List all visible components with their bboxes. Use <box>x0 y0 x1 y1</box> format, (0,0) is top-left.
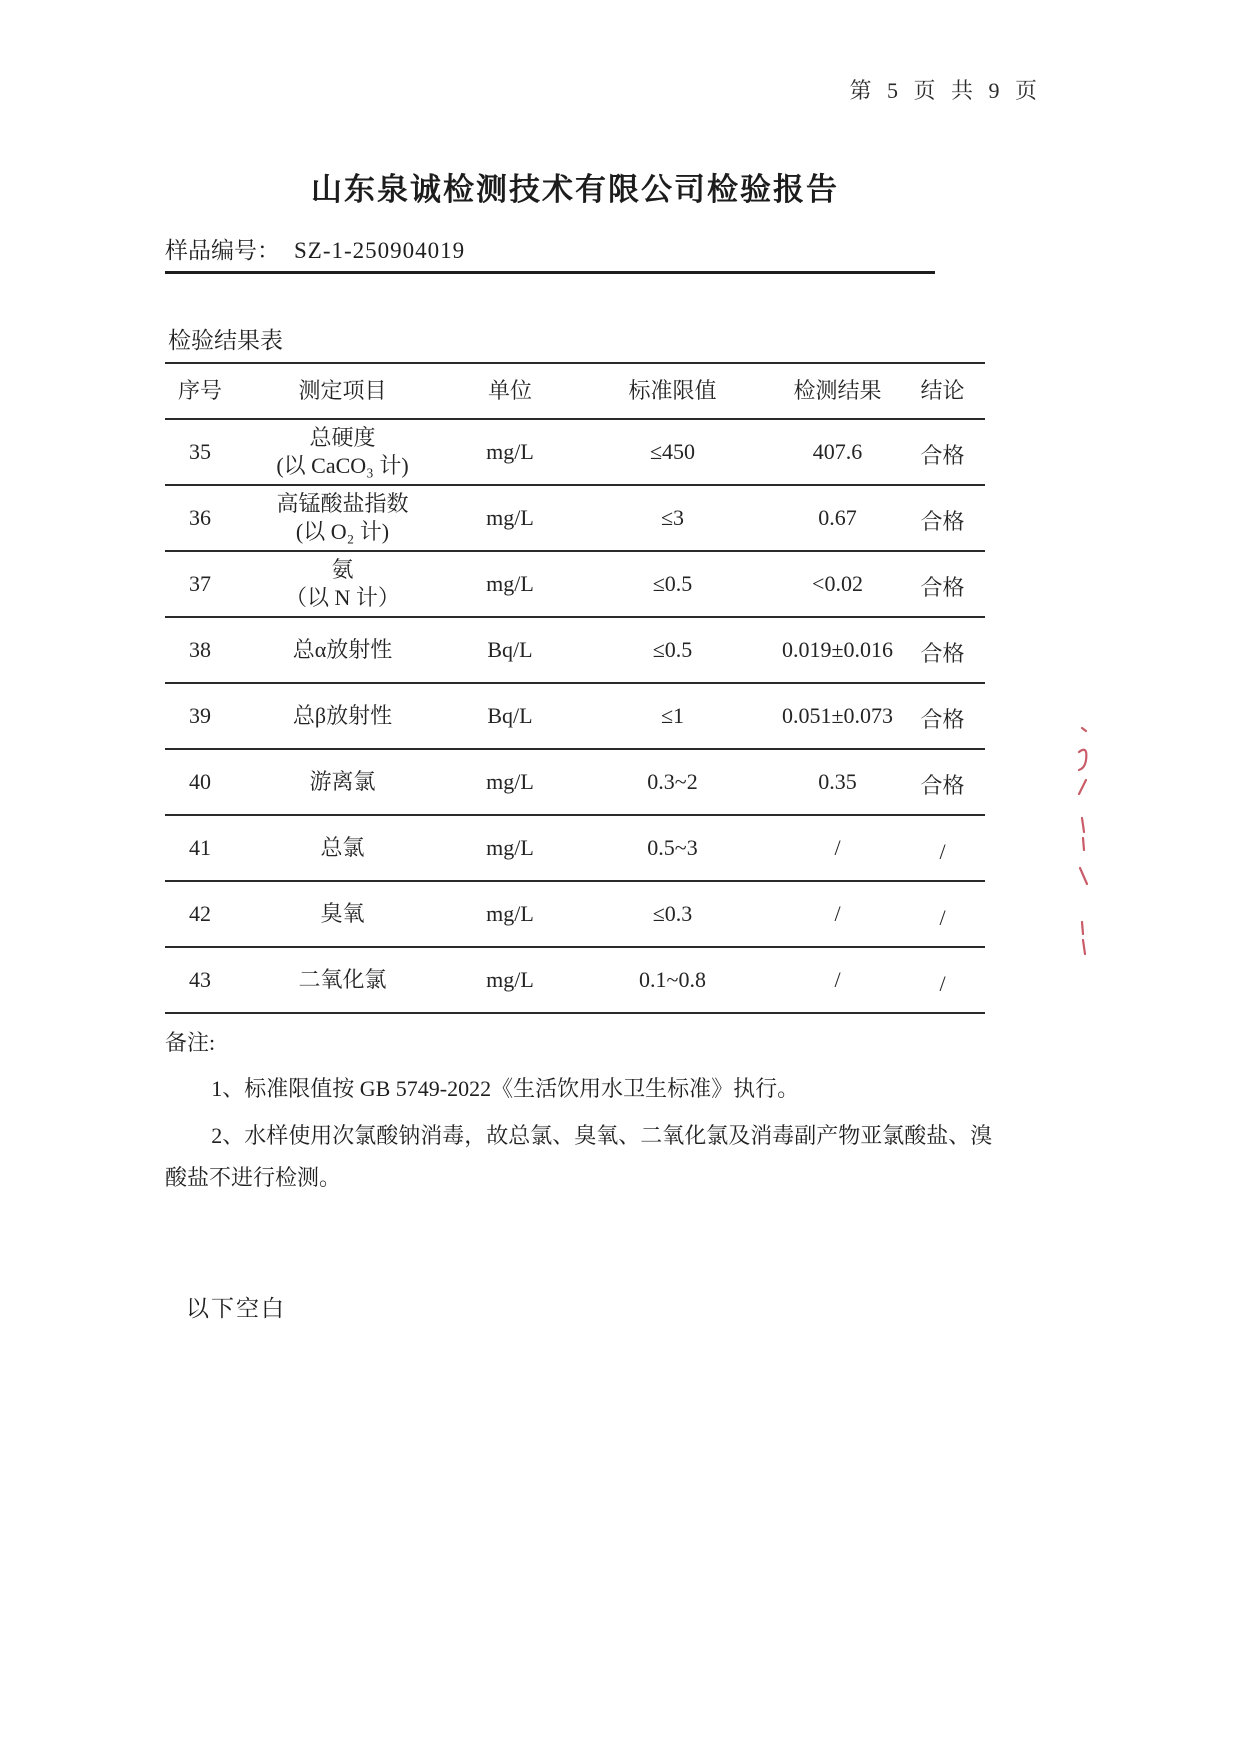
cell-unit: mg/L <box>486 769 534 794</box>
cell-limit: ≤0.3 <box>652 901 693 926</box>
cell-unit: Bq/L <box>487 637 533 662</box>
conclusion-value: 合格 <box>920 443 965 468</box>
item-name: 总α放射性 <box>292 637 393 662</box>
cell-unit: mg/L <box>486 505 534 530</box>
cell-conclusion <box>900 551 985 617</box>
conclusion-value: 合格 <box>920 773 965 798</box>
table-row <box>165 749 985 815</box>
cell-result: 0.051±0.073 <box>781 703 894 728</box>
col-header-unit: 单位 <box>487 378 532 403</box>
table-header-row <box>165 363 985 419</box>
cell-item <box>235 485 450 551</box>
conclusion-value: 合格 <box>920 641 965 666</box>
cell-unit: mg/L <box>486 835 534 860</box>
cell-no: 43 <box>189 967 211 992</box>
table-row <box>165 419 985 485</box>
item-name: 氨 <box>331 557 354 582</box>
sample-number-line <box>165 232 935 274</box>
cell-item <box>235 617 450 683</box>
remarks-section <box>165 1022 1007 1204</box>
item-name: 总β放射性 <box>292 703 393 728</box>
cell-limit: ≤0.5 <box>652 571 693 596</box>
item-basis: （以 N 计） <box>285 585 400 610</box>
conclusion-value: 合格 <box>920 575 965 600</box>
sample-number-label: 样品编号： <box>165 238 280 263</box>
cell-item <box>235 683 450 749</box>
col-header-item: 测定项目 <box>298 378 387 403</box>
sample-number-value: SZ-1-250904019 <box>294 238 466 263</box>
cell-result: <0.02 <box>812 571 863 596</box>
cell-item <box>235 947 450 1013</box>
cell-result: 0.35 <box>818 769 857 794</box>
col-header-limit: 标准限值 <box>628 378 717 403</box>
conclusion-value: 合格 <box>920 707 965 732</box>
cell-no: 35 <box>189 439 211 464</box>
remark-item-2: 2、水样使用次氯酸钠消毒，故总氯、臭氧、二氧化氯及消毒副产物亚氯酸盐、溴酸盐不进行检测。 <box>165 1123 993 1190</box>
table-row <box>165 881 985 947</box>
cell-no: 40 <box>189 769 211 794</box>
cell-unit: mg/L <box>486 901 534 926</box>
item-name: 高锰酸盐指数 <box>276 491 409 516</box>
cell-no: 41 <box>189 835 211 860</box>
cell-result: 0.67 <box>818 505 857 530</box>
cell-no: 38 <box>189 637 211 662</box>
cell-unit: mg/L <box>486 967 534 992</box>
item-name: 总氯 <box>320 835 365 860</box>
conclusion-value: 合格 <box>920 509 965 534</box>
report-title: 山东泉诚检测技术有限公司检验报告 <box>311 172 839 207</box>
results-table-body <box>165 419 985 1013</box>
cell-no: 36 <box>189 505 211 530</box>
cell-limit: ≤0.5 <box>652 637 693 662</box>
cell-result: / <box>834 835 841 860</box>
cell-no: 42 <box>189 901 211 926</box>
cell-conclusion <box>900 947 985 1013</box>
table-row <box>165 617 985 683</box>
cell-conclusion <box>900 485 985 551</box>
remark-item-1: 1、标准限值按 GB 5749-2022《生活饮用水卫生标准》执行。 <box>211 1076 800 1101</box>
item-name: 总硬度 <box>309 425 376 450</box>
cell-conclusion <box>900 683 985 749</box>
col-header-no: 序号 <box>177 378 222 403</box>
cell-unit: mg/L <box>486 439 534 464</box>
cell-limit: 0.5~3 <box>647 835 698 860</box>
cell-limit: ≤1 <box>660 703 685 728</box>
item-basis: (以 CaCO₃ 计) <box>276 453 409 478</box>
cell-limit: 0.3~2 <box>647 769 698 794</box>
cell-conclusion <box>900 617 985 683</box>
conclusion-value: / <box>939 905 946 930</box>
table-row <box>165 947 985 1013</box>
cell-limit: ≤3 <box>660 505 685 530</box>
cell-conclusion <box>900 419 985 485</box>
cell-item <box>235 815 450 881</box>
cell-result: 407.6 <box>812 439 863 464</box>
red-seal-fragment <box>1068 718 1100 970</box>
cell-limit: 0.1~0.8 <box>639 967 706 992</box>
results-table <box>165 362 985 1014</box>
page-number: 第 5 页 共 9 页 <box>849 78 1042 103</box>
cell-conclusion <box>900 815 985 881</box>
cell-unit: mg/L <box>486 571 534 596</box>
remarks-label: 备注: <box>165 1030 216 1055</box>
cell-result: / <box>834 967 841 992</box>
col-header-result: 检测结果 <box>793 378 882 403</box>
conclusion-value: / <box>939 971 946 996</box>
table-row <box>165 683 985 749</box>
cell-no: 39 <box>189 703 211 728</box>
cell-limit: ≤450 <box>649 439 696 464</box>
end-of-content-note: 以下空白 <box>186 1296 286 1321</box>
item-name: 游离氯 <box>309 769 376 794</box>
item-name: 二氧化氯 <box>298 967 387 992</box>
cell-no: 37 <box>189 571 211 596</box>
cell-unit: Bq/L <box>487 703 533 728</box>
cell-conclusion <box>900 749 985 815</box>
col-header-conclusion: 结论 <box>920 378 965 403</box>
cell-conclusion <box>900 881 985 947</box>
table-row <box>165 485 985 551</box>
cell-item <box>235 881 450 947</box>
cell-item <box>235 551 450 617</box>
results-table-caption: 检验结果表 <box>168 328 283 353</box>
conclusion-value: / <box>939 839 946 864</box>
item-name: 臭氧 <box>320 901 365 926</box>
cell-item <box>235 749 450 815</box>
cell-result: 0.019±0.016 <box>781 637 894 662</box>
item-basis: (以 O₂ 计) <box>295 519 390 544</box>
cell-item <box>235 419 450 485</box>
table-row <box>165 815 985 881</box>
cell-result: / <box>834 901 841 926</box>
table-row <box>165 551 985 617</box>
